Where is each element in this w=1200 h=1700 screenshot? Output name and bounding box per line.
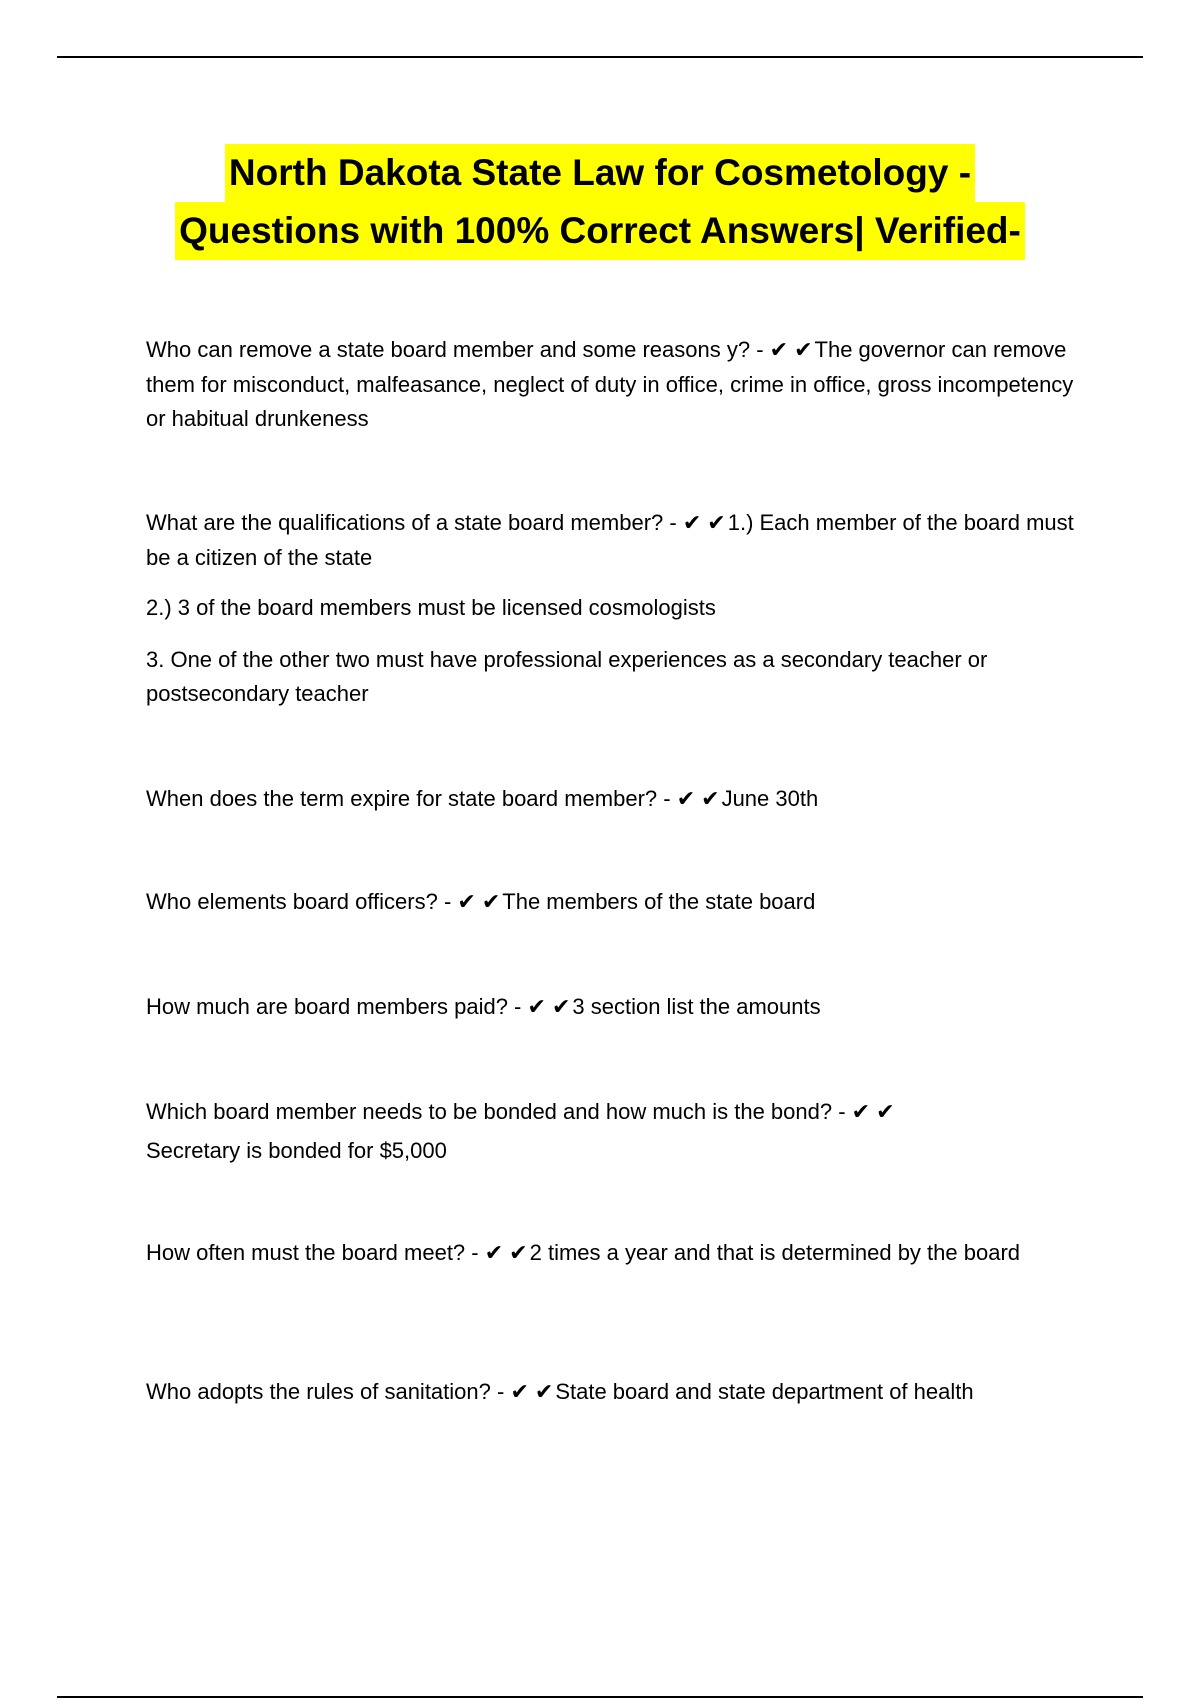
qa-item-8 xyxy=(146,1375,1106,1410)
question-text: Who can remove a state board member and some reasons y? - xyxy=(146,337,770,362)
answer-text: June 30th xyxy=(721,786,819,811)
check-icon: ✔ xyxy=(484,1241,504,1266)
check-icon: ✔ xyxy=(527,995,546,1020)
answer-text: State board and state department of health xyxy=(555,1379,974,1404)
check-icon: ✔ xyxy=(481,890,501,915)
answer-text: 2 times a year and that is determined by the board xyxy=(529,1240,1021,1265)
answer-text: The governor can remove them for misconduct, malfeasance, neglect of duty in office, crime in office, gross incompetency or habitual drunkeness xyxy=(146,337,1074,431)
check-icon: ✔ xyxy=(510,1380,529,1405)
question-text: When does the term expire for state board member? - xyxy=(146,786,677,811)
answer-text: Secretary is bonded for $5,000 xyxy=(146,1138,447,1163)
title-line-2: Questions with 100% Correct Answers| Verified- xyxy=(175,202,1025,260)
qa-item-4 xyxy=(146,885,1091,920)
check-icon: ✔ xyxy=(551,995,571,1020)
question-text: What are the qualifications of a state board member? - xyxy=(146,510,683,535)
page-title xyxy=(0,144,1200,260)
question-text: How often must the board meet? - xyxy=(146,1240,485,1265)
check-icon: ✔ xyxy=(707,511,726,536)
question-text: Who adopts the rules of sanitation? - xyxy=(146,1379,511,1404)
qa-item-6 xyxy=(146,1093,926,1170)
check-icon: ✔ xyxy=(676,787,696,812)
qa-item-3 xyxy=(146,782,1091,817)
qa-item-2-line-2: 2.) 3 of the board members must be licensed cosmologists xyxy=(146,595,716,620)
qa-item-5 xyxy=(146,990,1091,1025)
check-icon: ✔ xyxy=(457,890,476,915)
qa-item-2 xyxy=(146,506,1091,575)
answer-text: 3 section list the amounts xyxy=(572,994,821,1019)
answer-text: 1.) Each member of the board must be a citizen of the state xyxy=(146,510,1074,570)
check-icon: ✔ xyxy=(701,787,720,812)
qa-item-2-line-3: 3. One of the other two must have professional experiences as a secondary teacher or postsecondary teacher xyxy=(146,647,988,706)
bottom-rule xyxy=(57,1696,1143,1698)
check-icon: ✔ xyxy=(534,1380,554,1405)
top-rule xyxy=(57,56,1143,58)
question-text: How much are board members paid? - xyxy=(146,994,528,1019)
question-text: Who elements board officers? - xyxy=(146,889,458,914)
check-icon: ✔ xyxy=(682,511,702,536)
check-icon: ✔ xyxy=(769,338,789,363)
answer-text: The members of the state board xyxy=(502,889,816,914)
qa-item-7 xyxy=(146,1236,1091,1271)
check-icon: ✔ xyxy=(876,1100,895,1125)
check-icon: ✔ xyxy=(509,1241,528,1266)
qa-item-1 xyxy=(146,333,1091,436)
question-text: Which board member needs to be bonded and how much is the bond? - xyxy=(146,1099,852,1124)
check-icon: ✔ xyxy=(794,338,813,363)
check-icon: ✔ xyxy=(851,1100,871,1125)
title-line-1: North Dakota State Law for Cosmetology - xyxy=(225,144,975,202)
